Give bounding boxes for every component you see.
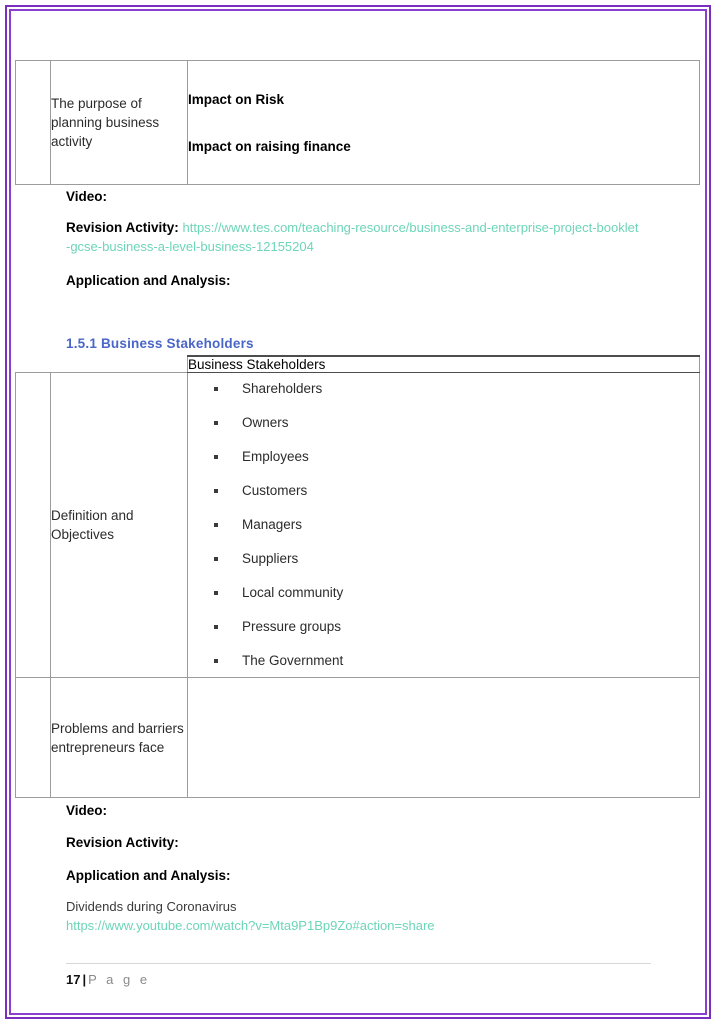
youtube-link-line [66, 916, 435, 935]
list-item: The Government [214, 652, 699, 670]
application-analysis-line-2 [66, 866, 231, 885]
list-item: Local community [214, 584, 699, 602]
revision-activity-link-1[interactable]: https://www.tes.com/teaching-resource/business-and-enterprise-project-booklet-gcse-business-a-level-business-12155204 [66, 220, 639, 254]
dividends-text: Dividends during Coronavirus [66, 899, 237, 914]
row-label-definition-objectives: Definition and Objectives [51, 373, 188, 678]
section-heading-1-5-1: 1.5.1 Business Stakeholders [66, 336, 254, 351]
page-footer [66, 970, 150, 989]
revision-activity-colon-1: : [174, 220, 183, 235]
page-word: P a g e [88, 972, 151, 987]
list-item: Managers [214, 516, 699, 534]
list-item: Shareholders [214, 380, 699, 398]
revision-activity-label-2: Revision Activity [66, 835, 175, 850]
page-separator: | [82, 972, 87, 987]
table-purpose-of-planning [15, 60, 700, 185]
impact-on-raising-finance-line: Impact on raising finance [188, 138, 351, 154]
page-number: 17 [66, 972, 81, 987]
video-line-1 [66, 187, 107, 206]
application-analysis-colon-1: : [226, 273, 231, 288]
table-row [16, 373, 700, 678]
stakeholder-list [188, 380, 699, 670]
header-label-cell [51, 356, 188, 373]
revision-activity-line-1 [66, 218, 641, 256]
row-body-purpose [188, 61, 700, 185]
application-analysis-label-2: Application and Analysis [66, 868, 227, 883]
table-header-row [16, 356, 700, 373]
list-item: Owners [214, 414, 699, 432]
row-label-purpose: The purpose of planning business activity [51, 61, 188, 185]
impact-on-risk-line: Impact on Risk [188, 91, 285, 107]
video-line-2 [66, 801, 107, 820]
row-body-stakeholder-list [188, 373, 700, 678]
revision-activity-colon-2: : [174, 835, 179, 850]
list-item: Suppliers [214, 550, 699, 568]
gutter-cell [16, 61, 51, 185]
list-item: Customers [214, 482, 699, 500]
gutter-cell [16, 373, 51, 678]
video-colon-1: : [102, 189, 108, 204]
gutter-cell [16, 678, 51, 798]
row-body-problems-barriers [188, 678, 700, 798]
list-item: Pressure groups [214, 618, 699, 636]
table-row [16, 678, 700, 798]
video-label-2: Video [66, 803, 103, 818]
spacer-line [188, 109, 699, 137]
header-gutter-cell [16, 356, 51, 373]
dividends-text-line [66, 897, 237, 916]
youtube-link[interactable]: https://www.youtube.com/watch?v=Mta9P1Bp9Zo#action=share [66, 918, 435, 933]
table-business-stakeholders [15, 355, 700, 798]
application-analysis-label-1: Application and Analysis [66, 273, 227, 288]
table-header-business-stakeholders: Business Stakeholders [188, 356, 700, 373]
row-label-problems-barriers: Problems and barriers entrepreneurs face [51, 678, 188, 798]
list-item: Employees [214, 448, 699, 466]
footer-divider [66, 963, 651, 964]
revision-activity-label-1: Revision Activity [66, 220, 175, 235]
video-label-1: Video [66, 189, 103, 204]
application-analysis-line-1 [66, 271, 231, 290]
video-colon-2: : [102, 803, 108, 818]
application-analysis-colon-2: : [226, 868, 231, 883]
revision-activity-line-2 [66, 833, 179, 852]
table-row [16, 61, 700, 185]
